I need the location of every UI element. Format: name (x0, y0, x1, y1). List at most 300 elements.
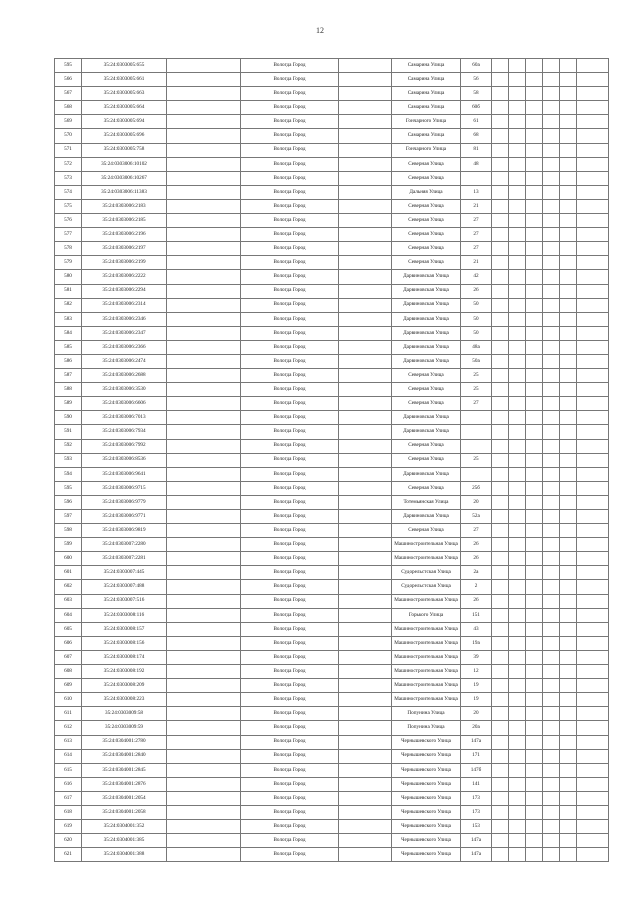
street-cell: Северная Улица (392, 242, 461, 256)
table-row (55, 848, 609, 862)
empty-cell (492, 129, 509, 143)
cadastral-number-cell: 35:24:0303006:2185 (82, 214, 167, 228)
empty-cell (560, 820, 577, 834)
table-row (55, 439, 609, 453)
row-number-cell: 621 (55, 848, 82, 862)
empty-cell (339, 354, 392, 368)
settlement-cell: Вологда Город (241, 749, 339, 763)
empty-cell (577, 312, 609, 326)
empty-cell (543, 284, 560, 298)
cadastral-number-cell: 35:24:0303006:10102 (82, 157, 167, 171)
street-cell: Северная Улица (392, 157, 461, 171)
table-row (55, 594, 609, 608)
empty-cell (560, 284, 577, 298)
empty-cell (560, 425, 577, 439)
empty-cell (577, 763, 609, 777)
house-number-cell: 20 (461, 495, 492, 509)
cadastral-number-cell: 35:24:0303006:9771 (82, 510, 167, 524)
empty-cell (167, 777, 241, 791)
empty-cell (543, 115, 560, 129)
empty-cell (526, 256, 543, 270)
empty-cell (509, 214, 526, 228)
row-number-cell: 582 (55, 298, 82, 312)
settlement-cell: Вологда Город (241, 622, 339, 636)
empty-cell (492, 214, 509, 228)
empty-cell (560, 538, 577, 552)
empty-cell (492, 693, 509, 707)
cadastral-number-cell: 35:24:0303006:2196 (82, 228, 167, 242)
empty-cell (526, 707, 543, 721)
empty-cell (577, 495, 609, 509)
table-row (55, 185, 609, 199)
empty-cell (339, 157, 392, 171)
street-cell: Чернышевского Улица (392, 820, 461, 834)
empty-cell (560, 256, 577, 270)
street-cell: Дарвиновская Улица (392, 284, 461, 298)
empty-cell (526, 805, 543, 819)
cadastral-number-cell: 35:24:0303006:2294 (82, 284, 167, 298)
empty-cell (543, 171, 560, 185)
street-cell: Северная Улица (392, 439, 461, 453)
settlement-cell: Вологда Город (241, 834, 339, 848)
empty-cell (543, 805, 560, 819)
row-number-cell: 568 (55, 101, 82, 115)
row-number-cell: 608 (55, 665, 82, 679)
empty-cell (577, 650, 609, 664)
row-number-cell: 598 (55, 524, 82, 538)
cadastral-number-cell: 35:24:0303007:2280 (82, 538, 167, 552)
street-cell: Дарвиновская Улица (392, 411, 461, 425)
table-row (55, 749, 609, 763)
row-number-cell: 589 (55, 397, 82, 411)
empty-cell (167, 411, 241, 425)
empty-cell (509, 791, 526, 805)
settlement-cell: Вологда Город (241, 143, 339, 157)
empty-cell (526, 157, 543, 171)
empty-cell (526, 777, 543, 791)
row-number-cell: 581 (55, 284, 82, 298)
table-row (55, 214, 609, 228)
empty-cell (509, 665, 526, 679)
cadastral-number-cell: 35:24:0303009:58 (82, 707, 167, 721)
table-row (55, 650, 609, 664)
empty-cell (492, 171, 509, 185)
empty-cell (492, 157, 509, 171)
table-row (55, 256, 609, 270)
empty-cell (492, 791, 509, 805)
settlement-cell: Вологда Город (241, 185, 339, 199)
empty-cell (543, 777, 560, 791)
empty-cell (167, 326, 241, 340)
empty-cell (577, 834, 609, 848)
empty-cell (543, 552, 560, 566)
empty-cell (577, 369, 609, 383)
empty-cell (339, 439, 392, 453)
empty-cell (526, 848, 543, 862)
empty-cell (167, 73, 241, 87)
empty-cell (543, 397, 560, 411)
street-cell: Тотемьянская Улица (392, 495, 461, 509)
empty-cell (577, 383, 609, 397)
street-cell: Чернышевского Улица (392, 834, 461, 848)
row-number-cell: 600 (55, 552, 82, 566)
row-number-cell: 576 (55, 214, 82, 228)
empty-cell (526, 524, 543, 538)
house-number-cell: 147а (461, 735, 492, 749)
house-number-cell: 42 (461, 270, 492, 284)
empty-cell (167, 622, 241, 636)
row-number-cell: 588 (55, 383, 82, 397)
settlement-cell: Вологда Город (241, 735, 339, 749)
street-cell: Машиностроительная Улица (392, 622, 461, 636)
empty-cell (492, 608, 509, 622)
cadastral-number-cell: 35:24:0304001:2058 (82, 805, 167, 819)
house-number-cell: 60б (461, 101, 492, 115)
empty-cell (167, 228, 241, 242)
empty-cell (577, 453, 609, 467)
settlement-cell: Вологда Город (241, 326, 339, 340)
empty-cell (577, 805, 609, 819)
empty-cell (509, 298, 526, 312)
empty-cell (492, 369, 509, 383)
empty-cell (509, 707, 526, 721)
empty-cell (560, 115, 577, 129)
table-row (55, 510, 609, 524)
empty-cell (339, 552, 392, 566)
table-row (55, 805, 609, 819)
empty-cell (543, 228, 560, 242)
empty-cell (492, 622, 509, 636)
settlement-cell: Вологда Город (241, 552, 339, 566)
settlement-cell: Вологда Город (241, 101, 339, 115)
house-number-cell: 13 (461, 185, 492, 199)
empty-cell (509, 185, 526, 199)
empty-cell (577, 270, 609, 284)
table-row (55, 383, 609, 397)
empty-cell (339, 594, 392, 608)
settlement-cell: Вологда Город (241, 171, 339, 185)
empty-cell (492, 735, 509, 749)
empty-cell (543, 693, 560, 707)
empty-cell (560, 791, 577, 805)
empty-cell (577, 214, 609, 228)
street-cell: Северная Улица (392, 453, 461, 467)
street-cell: Дарвиновская Улица (392, 326, 461, 340)
empty-cell (577, 340, 609, 354)
empty-cell (492, 383, 509, 397)
empty-cell (167, 171, 241, 185)
empty-cell (577, 538, 609, 552)
empty-cell (339, 397, 392, 411)
empty-cell (577, 185, 609, 199)
cadastral-number-cell: 35:24:0303008:223 (82, 693, 167, 707)
empty-cell (492, 284, 509, 298)
empty-cell (526, 73, 543, 87)
row-number-cell: 613 (55, 735, 82, 749)
empty-cell (167, 580, 241, 594)
empty-cell (509, 397, 526, 411)
empty-cell (526, 467, 543, 481)
row-number-cell: 578 (55, 242, 82, 256)
empty-cell (492, 749, 509, 763)
street-cell: Машиностроительная Улица (392, 679, 461, 693)
cadastral-number-cell: 35:24:0303008:156 (82, 636, 167, 650)
empty-cell (543, 298, 560, 312)
street-cell: Самарина Улица (392, 129, 461, 143)
house-number-cell: 25б (461, 481, 492, 495)
empty-cell (339, 87, 392, 101)
empty-cell (577, 679, 609, 693)
table-row (55, 242, 609, 256)
empty-cell (339, 467, 392, 481)
empty-cell (543, 185, 560, 199)
empty-cell (560, 411, 577, 425)
empty-cell (167, 59, 241, 73)
empty-cell (560, 721, 577, 735)
empty-cell (339, 340, 392, 354)
cadastral-number-cell: 35:24:0303005:655 (82, 59, 167, 73)
empty-cell (167, 143, 241, 157)
empty-cell (509, 552, 526, 566)
house-number-cell: 151 (461, 608, 492, 622)
empty-cell (560, 622, 577, 636)
row-number-cell: 575 (55, 199, 82, 213)
empty-cell (560, 312, 577, 326)
empty-cell (526, 115, 543, 129)
settlement-cell: Вологда Город (241, 284, 339, 298)
cadastral-number-cell: 35:24:0303006:2366 (82, 340, 167, 354)
row-number-cell: 572 (55, 157, 82, 171)
empty-cell (577, 467, 609, 481)
empty-cell (543, 566, 560, 580)
house-number-cell (461, 467, 492, 481)
street-cell: Чернышевского Улица (392, 749, 461, 763)
empty-cell (560, 777, 577, 791)
empty-cell (167, 453, 241, 467)
empty-cell (339, 538, 392, 552)
empty-cell (492, 495, 509, 509)
table-row (55, 481, 609, 495)
empty-cell (509, 594, 526, 608)
cadastral-number-cell: 35:24:0303008:174 (82, 650, 167, 664)
empty-cell (509, 763, 526, 777)
empty-cell (167, 805, 241, 819)
empty-cell (577, 73, 609, 87)
street-cell: Самарина Улица (392, 73, 461, 87)
empty-cell (167, 721, 241, 735)
empty-cell (543, 538, 560, 552)
empty-cell (167, 397, 241, 411)
row-number-cell: 604 (55, 608, 82, 622)
table-row (55, 665, 609, 679)
empty-cell (577, 636, 609, 650)
empty-cell (577, 87, 609, 101)
empty-cell (577, 298, 609, 312)
empty-cell (577, 115, 609, 129)
empty-cell (577, 326, 609, 340)
empty-cell (577, 129, 609, 143)
settlement-cell: Вологда Город (241, 594, 339, 608)
empty-cell (577, 397, 609, 411)
cadastral-number-cell: 35:24:0304001:2054 (82, 791, 167, 805)
table-row (55, 679, 609, 693)
street-cell: Самарина Улица (392, 87, 461, 101)
house-number-cell: 147б (461, 763, 492, 777)
empty-cell (577, 566, 609, 580)
empty-cell (577, 552, 609, 566)
empty-cell (560, 566, 577, 580)
empty-cell (339, 199, 392, 213)
empty-cell (167, 636, 241, 650)
empty-cell (167, 481, 241, 495)
empty-cell (560, 157, 577, 171)
cadastral-number-cell: 35:24:0303008:209 (82, 679, 167, 693)
street-cell: Гончарного Улица (392, 143, 461, 157)
empty-cell (339, 495, 392, 509)
empty-cell (577, 777, 609, 791)
house-number-cell: 12 (461, 665, 492, 679)
cadastral-number-cell: 35:24:0303006:7013 (82, 411, 167, 425)
settlement-cell: Вологда Город (241, 354, 339, 368)
empty-cell (543, 636, 560, 650)
empty-cell (339, 707, 392, 721)
empty-cell (560, 580, 577, 594)
street-cell: Машиностроительная Улица (392, 538, 461, 552)
empty-cell (509, 777, 526, 791)
empty-cell (560, 73, 577, 87)
empty-cell (543, 157, 560, 171)
empty-cell (492, 397, 509, 411)
empty-cell (560, 171, 577, 185)
row-number-cell: 569 (55, 115, 82, 129)
empty-cell (509, 129, 526, 143)
empty-cell (509, 749, 526, 763)
empty-cell (509, 242, 526, 256)
empty-cell (167, 242, 241, 256)
empty-cell (543, 524, 560, 538)
empty-cell (526, 665, 543, 679)
empty-cell (167, 467, 241, 481)
empty-cell (543, 256, 560, 270)
empty-cell (577, 735, 609, 749)
empty-cell (339, 425, 392, 439)
empty-cell (560, 749, 577, 763)
settlement-cell: Вологда Город (241, 129, 339, 143)
house-number-cell: 50 (461, 312, 492, 326)
empty-cell (339, 115, 392, 129)
row-number-cell: 595 (55, 481, 82, 495)
empty-cell (339, 59, 392, 73)
empty-cell (543, 340, 560, 354)
house-number-cell: 56 (461, 73, 492, 87)
street-cell: Чернышевского Улица (392, 735, 461, 749)
empty-cell (560, 848, 577, 862)
cadastral-number-cell: 35:24:0303006:7992 (82, 439, 167, 453)
table-row (55, 834, 609, 848)
settlement-cell: Вологда Город (241, 115, 339, 129)
table-row (55, 411, 609, 425)
empty-cell (167, 425, 241, 439)
empty-cell (167, 185, 241, 199)
table-row (55, 777, 609, 791)
house-number-cell: 141 (461, 777, 492, 791)
row-number-cell: 607 (55, 650, 82, 664)
house-number-cell: 26 (461, 594, 492, 608)
empty-cell (492, 425, 509, 439)
empty-cell (339, 481, 392, 495)
empty-cell (167, 270, 241, 284)
table-row (55, 580, 609, 594)
empty-cell (492, 228, 509, 242)
table-row (55, 270, 609, 284)
empty-cell (492, 270, 509, 284)
empty-cell (577, 481, 609, 495)
house-number-cell: 147а (461, 848, 492, 862)
empty-cell (509, 326, 526, 340)
street-cell: Горького Улица (392, 608, 461, 622)
table-row (55, 608, 609, 622)
empty-cell (560, 735, 577, 749)
cadastral-number-cell: 35:24:0303006:2474 (82, 354, 167, 368)
empty-cell (339, 566, 392, 580)
cadastral-number-cell: 35:24:0304001:2845 (82, 763, 167, 777)
empty-cell (526, 622, 543, 636)
empty-cell (167, 199, 241, 213)
empty-cell (339, 749, 392, 763)
row-number-cell: 612 (55, 721, 82, 735)
table-row (55, 143, 609, 157)
empty-cell (526, 101, 543, 115)
street-cell: Дарвиновская Улица (392, 425, 461, 439)
settlement-cell: Вологда Город (241, 340, 339, 354)
street-cell: Чернышевского Улица (392, 763, 461, 777)
cadastral-number-cell: 35:24:0303006:2222 (82, 270, 167, 284)
street-cell: Самарина Улица (392, 101, 461, 115)
empty-cell (543, 87, 560, 101)
house-number-cell: 173 (461, 791, 492, 805)
empty-cell (509, 59, 526, 73)
row-number-cell: 618 (55, 805, 82, 819)
empty-cell (509, 721, 526, 735)
empty-cell (492, 101, 509, 115)
house-number-cell: 20а (461, 721, 492, 735)
empty-cell (526, 369, 543, 383)
empty-cell (526, 566, 543, 580)
table-row (55, 791, 609, 805)
cadastral-number-cell: 35:24:0303006:2197 (82, 242, 167, 256)
street-cell: Северная Улица (392, 383, 461, 397)
street-cell: Чернышевского Улица (392, 777, 461, 791)
settlement-cell: Вологда Город (241, 270, 339, 284)
table-row (55, 707, 609, 721)
street-cell: Дарвиновская Улица (392, 340, 461, 354)
cadastral-number-cell: 35:24:0304001:352 (82, 820, 167, 834)
table-row (55, 397, 609, 411)
empty-cell (492, 636, 509, 650)
empty-cell (560, 524, 577, 538)
empty-cell (577, 171, 609, 185)
row-number-cell: 580 (55, 270, 82, 284)
street-cell: Северная Улица (392, 524, 461, 538)
empty-cell (526, 270, 543, 284)
empty-cell (577, 749, 609, 763)
row-number-cell: 574 (55, 185, 82, 199)
settlement-cell: Вологда Город (241, 481, 339, 495)
empty-cell (167, 665, 241, 679)
street-cell: Дальняя Улица (392, 185, 461, 199)
empty-cell (509, 171, 526, 185)
table-row (55, 425, 609, 439)
